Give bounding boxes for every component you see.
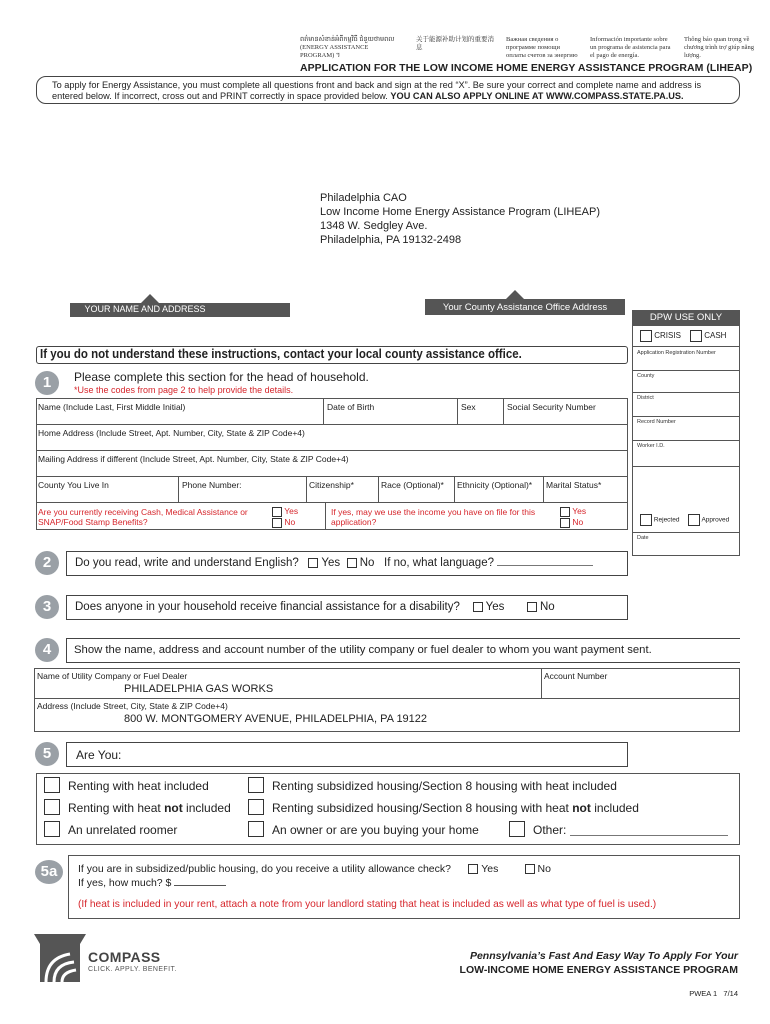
khmer-notice: ពត៌មានសំខាន់អំពីកម្មវិធី ជំនួយថាមពល (ENERGY ASSISTANCE PROGRAM) ។ [300,36,395,59]
instructions-text: To apply for Energy Assistance, you must complete all questions front and back and sign at the red “X”. Be sure your correct and complete name and address is entered below. If incorrect, cross out and PRINT correctly in space provided below. [52,80,702,101]
citizenship-label: Citizenship* [309,480,354,490]
disability-no-checkbox[interactable] [527,602,537,612]
divider [632,392,740,393]
subsidized-heat-not-included-checkbox[interactable] [248,799,264,815]
crisis-label: CRISIS [654,331,681,341]
form-id: PWEA 1 7/14 [689,989,738,998]
opt2-bold: not [164,801,183,815]
demographics-input-row[interactable] [38,490,626,502]
cash-yes-option[interactable] [272,506,298,517]
crisis-checkbox[interactable] [640,330,652,342]
section-4-number: 4 [35,638,59,662]
opt2-pre: Renting with heat [68,801,165,815]
address-line-3: 1348 W. Sedgley Ave. [320,220,428,232]
address-line-4: Philadelphia, PA 19132-2498 [320,234,462,246]
divider [325,502,326,530]
company-label: Name of Utility Company or Fuel Dealer [37,671,188,681]
rejected-label: Rejected [653,516,680,524]
renting-heat-not-included-checkbox[interactable] [44,799,60,815]
subsidized-heat-included-checkbox[interactable] [248,777,264,793]
divider [34,698,740,699]
utility-allowance-row [78,863,551,875]
income-no-label: No [572,516,584,527]
unrelated-roomer-label: An unrelated roomer [68,823,178,837]
english-no-checkbox[interactable] [347,558,357,568]
allowance-yes-checkbox[interactable] [468,864,478,874]
language-input[interactable] [497,565,593,566]
divider [632,370,740,371]
owner-checkbox[interactable] [248,821,264,837]
utility-allowance-question: If you are in subsidized/public housing, do you receive a utility allowance check? [78,863,451,875]
cash-label: CASH [704,331,727,341]
disability-yes-checkbox[interactable] [473,602,483,612]
worker-label: Worker I.D. [637,443,665,449]
county-label: County You Live In [38,480,109,490]
section-2-row [75,557,593,569]
cash-checkbox[interactable] [690,330,702,342]
divider [632,346,740,347]
section-5-bar [66,742,628,767]
divider [541,668,542,698]
cash-yes-label: Yes [284,506,299,516]
section-1-note: *Use the codes from page 2 to help provide the details. [74,385,294,395]
section-3-question: Does anyone in your household receive financial assistance for a disability? [75,601,460,613]
footer-slogan-2: LOW-INCOME HOME ENERGY ASSISTANCE PROGRAM [459,964,738,976]
divider [36,502,628,503]
other-input[interactable] [570,835,728,836]
name-field-label: Name (Include Last, First Middle Initial) [38,402,186,412]
language-label: If no, what language? [384,557,494,569]
company-value[interactable]: PHILADELPHIA GAS WORKS [124,683,274,695]
address-line-2: Low Income Home Energy Assistance Program (LIHEAP) [320,206,601,218]
english-yes-label: Yes [321,557,341,569]
sex-label: Sex [461,402,476,412]
mailing-address-input[interactable] [38,464,626,476]
divider [632,416,740,417]
income-no-checkbox[interactable] [560,518,570,528]
approved-option[interactable] [688,514,729,526]
section-5a-number: 5a [35,860,63,884]
dob-label: Date of Birth [327,402,375,412]
other-label: Other: [533,823,567,837]
section-1-number: 1 [35,371,59,395]
approved-checkbox[interactable] [688,514,700,526]
english-yes-checkbox[interactable] [308,558,318,568]
opt2-post: included [182,801,231,815]
phone-label: Phone Number: [182,480,242,490]
income-answers [560,506,586,528]
income-yes-label: Yes [572,506,587,516]
section-2-question: Do you read, write and understand English? [75,557,299,569]
section-1-heading: Please complete this section for the head of household. [74,370,369,384]
how-much-input[interactable] [174,885,226,886]
cash-answers [272,506,298,528]
owner-label: An owner or are you buying your home [272,823,479,837]
how-much-row [78,877,226,889]
keystone-logo-icon [34,932,86,982]
race-label: Race (Optional)* [381,480,444,490]
russian-notice: Важная сведения о программе помощи оплаты счетов за энергию [506,36,578,59]
renting-heat-not-included-label [68,801,231,815]
footer-slogan-1: Pennsylvania’s Fast And Easy Way To Apply For Your [469,950,738,962]
heat-included-note: (If heat is included in your rent, attach a note from your landlord stating that heat is included as well as what type of fuel is used.) [78,899,657,910]
renting-heat-included-checkbox[interactable] [44,777,60,793]
section-3-row [75,601,555,613]
cash-yes-checkbox[interactable] [272,507,282,517]
subsidized-heat-not-included-label [272,801,639,815]
home-address-input[interactable] [38,438,626,450]
rejected-option[interactable] [640,514,679,526]
spanish-notice: Información importante sobre un programa de asistencia para el pago de energía. [590,36,671,59]
cash-question: Are you currently receiving Cash, Medical Assistance or SNAP/Food Stamp Benefits? [38,507,248,527]
divider [323,398,324,424]
county-office-address [320,191,600,247]
income-question: If yes, may we use the income you have on file for this application? [331,507,536,527]
divider [632,466,740,467]
income-yes-checkbox[interactable] [560,507,570,517]
date-label: Date [637,535,649,541]
cash-option[interactable] [690,330,726,342]
utility-address-label: Address (Include Street, City, State & ZIP Code+4) [37,701,228,711]
how-much-label: If yes, how much? $ [78,877,172,889]
dpw-title: DPW USE ONLY [632,310,740,325]
approved-label: Approved [701,516,730,524]
chinese-notice: 关于能源补助计划的重要消息 [416,36,494,51]
section-5-number: 5 [35,742,59,766]
compass-tagline: CLICK. APPLY. BENEFIT. [88,966,177,973]
english-no-label: No [359,557,375,569]
form-title: APPLICATION FOR THE LOW INCOME HOME ENERGY ASSISTANCE PROGRAM (LIHEAP) [300,62,753,74]
allowance-no-checkbox[interactable] [525,864,535,874]
cash-no-option[interactable] [272,517,298,528]
section-3-number: 3 [35,595,59,619]
divider [503,398,504,424]
account-input[interactable] [544,682,736,696]
ssn-label: Social Security Number [507,402,596,412]
renting-heat-included-label: Renting with heat included [68,779,209,793]
cash-no-label: No [284,516,296,527]
app-reg-label: Application Registration Number [637,350,716,356]
home-address-label: Home Address (Include Street, Apt. Number, City, State & ZIP Code+4) [38,428,305,438]
other-checkbox[interactable] [509,821,525,837]
your-name-tab: YOUR NAME AND ADDRESS [84,304,206,314]
divider [632,532,740,533]
subsidized-heat-included-label: Renting subsidized housing/Section 8 housing with heat included [272,779,617,793]
divider [457,398,458,424]
mailing-address-label: Mailing Address if different (Include Street, Apt. Number, City, State & ZIP Code+4) [38,454,349,464]
divider [36,476,628,477]
income-no-option[interactable] [560,517,586,528]
divider [36,450,628,451]
section-2-number: 2 [35,551,59,575]
crisis-option[interactable] [640,330,681,342]
allowance-yes-label: Yes [481,863,499,875]
income-yes-option[interactable] [560,506,586,517]
county-office-tab: Your County Assistance Office Address [442,302,608,313]
disability-yes-label: Yes [485,601,505,613]
online-note: YOU CAN ALSO APPLY ONLINE AT WWW.COMPASS.STATE.PA.US. [390,90,684,101]
opt5-pre: Renting subsidized housing/Section 8 housing with heat [272,801,573,815]
compass-logo: COMPASS [88,949,161,965]
utility-address-value[interactable]: 800 W. MONTGOMERY AVENUE, PHILADELPHIA, PA 19122 [124,713,428,725]
instructions [52,80,732,101]
divider [632,440,740,441]
opt5-post: included [590,801,639,815]
vietnamese-notice: Thông báo quan trọng về chương trình trợ giúp năng lượng. [684,36,754,59]
cash-no-checkbox[interactable] [272,518,282,528]
divider [36,424,628,425]
opt5-bold: not [572,801,591,815]
account-label: Account Number [544,671,608,681]
notice-text: If you do not understand these instructions, contact your local county assistance office. [40,347,522,361]
marital-label: Marital Status* [546,480,602,490]
section-4-question: Show the name, address and account number of the utility company or fuel dealer to whom you want payment sent. [74,644,652,656]
rejected-checkbox[interactable] [640,514,652,526]
disability-no-label: No [539,601,555,613]
dpw-county-label: County [637,373,655,379]
address-line-1: Philadelphia CAO [320,192,407,204]
section-5-question: Are You: [76,748,122,762]
allowance-no-label: No [537,863,551,875]
district-label: District [637,395,654,401]
unrelated-roomer-checkbox[interactable] [44,821,60,837]
record-label: Record Number [637,419,676,425]
ethnicity-label: Ethnicity (Optional)* [457,480,533,490]
